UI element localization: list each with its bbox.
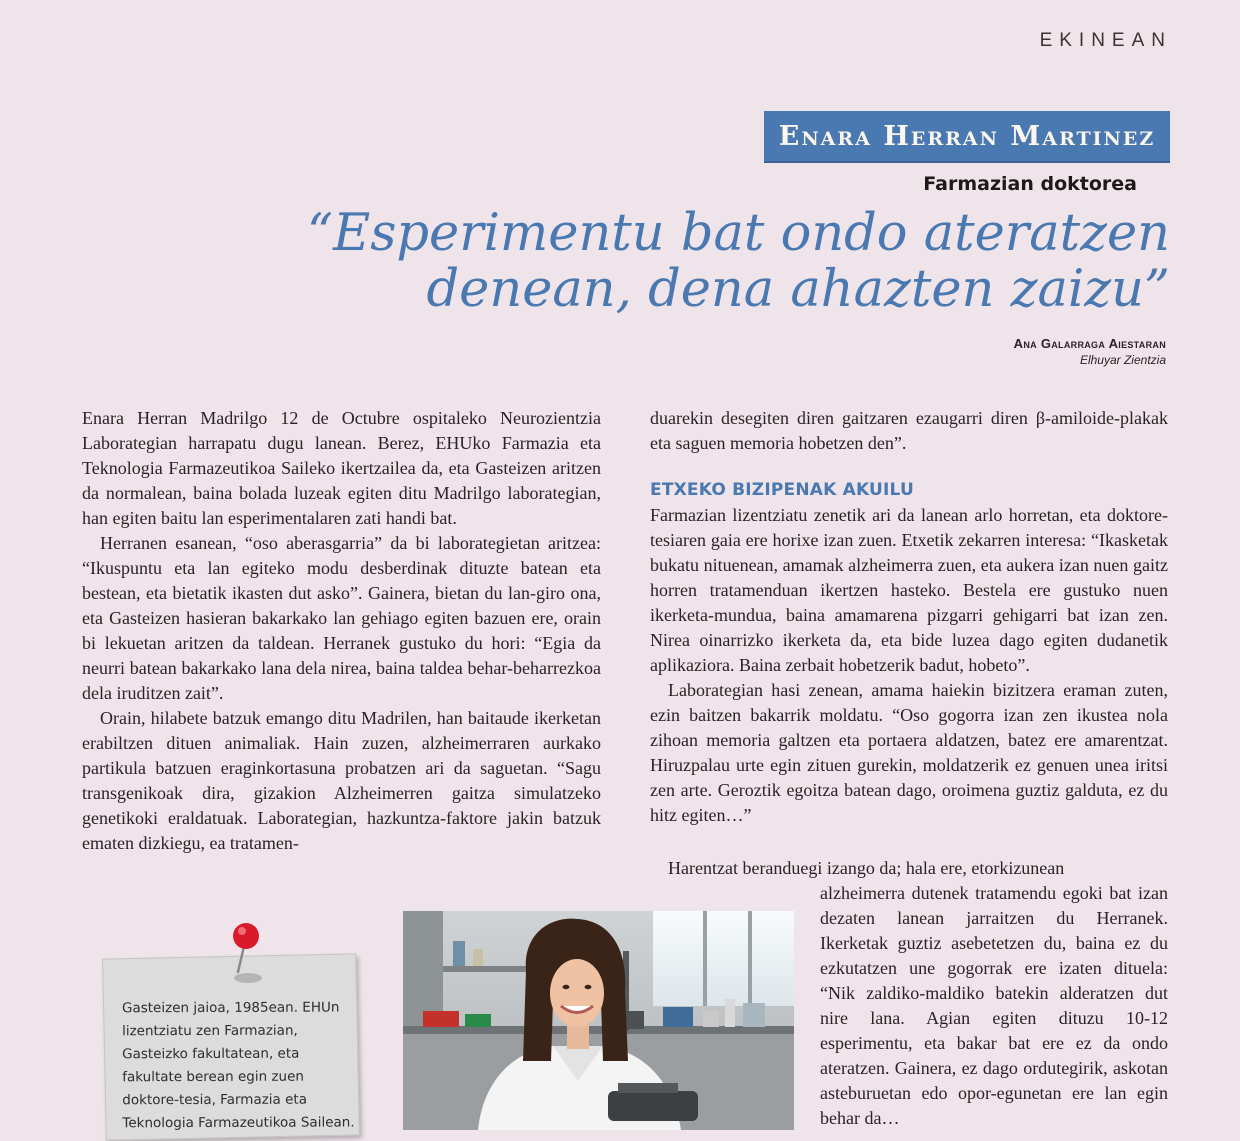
note-line: Teknologia Farmazeutikoa Sailean. xyxy=(122,1114,355,1132)
note-line: lizentziatu zen Farmazian, xyxy=(122,1022,298,1040)
byline xyxy=(1014,335,1166,369)
paragraph: alzheimerra dutenek tratamendu egoki bat izan dezaten lanean jarraitzen du Herranek. Ikerketak guztiz asebetetzen du, baina ez du ezkutatzen une gogorrak ere izaten dituela: “Nik zaldiko-maldiko batekin alderatzen dut nire lana. Agian egiten dituzu 10-12 esperimentu, eta bakar bat ere ez da ondo ateratzen. Gainera, ez dago ordutegirik, askotan asteburuetan edo opor-egunetan ere lan egin behar da… xyxy=(820,883,1168,1128)
lab-photo xyxy=(403,911,794,1130)
author-name: Ana Galarraga Aiestaran xyxy=(1013,336,1166,351)
paragraph: Laborategian hasi zenean, amama haiekin bizitzera eraman zuten, ezin baitzen bakarrik moldatu. “Oso gogorra izan zen ikustea nola zihoan memoria galtzen eta portaera aldatzen, batez ere amarentzat. Hiruzpalau urte egin zituen gurekin, moldatzerik ez genuen unea iritsi zen arte. Geroztik egoitza batean dago, oroimena guztiz galduta, ez du hitz egiten…” xyxy=(650,680,1168,825)
name-banner xyxy=(764,111,1170,161)
paragraph: Enara Herran Madrilgo 12 de Octubre ospitaleko Neurozientzia Laborategian harrapatu dugu lanean. Berez, EHUko Farmazia eta Teknologia Farmazeutikoa Saileko ikertzailea da, eta Gasteizen aritzen da normalean, baina bolada luzeak egiten ditu Madrilgo laborategian, han egiten baitu lan esperimentalaren zati handi bat. xyxy=(82,408,601,528)
push-pin-icon xyxy=(226,920,276,990)
paragraph-first-line: Harentzat beranduegi izango da; hala ere, etorkizunean xyxy=(668,858,1065,878)
headline-line-1: “Esperimentu bat ondo ateratzen xyxy=(306,204,1170,263)
headline xyxy=(270,206,1170,318)
note-line: fakultate berean egin zuen xyxy=(122,1068,304,1086)
section-subheading: ETXEKO BIZIPENAK AKUILU xyxy=(650,480,914,500)
bio-note-text xyxy=(122,996,358,1135)
profile-role: Farmazian doktorea xyxy=(923,173,1137,195)
paragraph: Farmazian lizentziatu zenetik ari da lanean arlo horretan, eta doktore-tesiaren gaia ere horixe izan zuen. Etxetik zekarren interesa: “Ikasketak bukatu nituenean, amamak alzheimerra zuen, eta aukera izan nuen gaitz horren tratamenduan ikertzen hasteko. Bestela ere gustuko nuen ikerketa-mundua, baina amamarena pizgarri gehigarri bat izan zen. Nirea oinarrizko ikerketa da, eta bide luzea dago egiten dudanetik aplikaziora. Baina zerbait hobetzerik badut, hobeto”. xyxy=(650,505,1168,675)
note-line: doktore-tesia, Farmazia eta xyxy=(122,1091,308,1109)
note-line: Gasteizen jaioa, 1985ean. EHUn xyxy=(121,999,340,1017)
article-column-2 xyxy=(650,406,1168,828)
paragraph: Orain, hilabete batzuk emango ditu Madrilen, han baitaude ikerketan erabiltzen dituen animaliak. Hain zuzen, alzheimerraren aurkako partikula batzuen eraginkortasuna probatzen ari da saguetan. “Sagu transgenikoak dira, gizakion Alzheimerren gaitza simulatzeko genetikoki eraldatuak. Laborategian, hazkuntza-faktore jakin batzuk ematen dizkiegu, ea tratamen- xyxy=(82,708,601,853)
paragraph: Herranen esanean, “oso aberasgarria” da bi laborategietan aritzea: “Ikuspuntu eta lan egiteko modu desberdinak dituzte batean eta bestean, eta bietatik ikasten dut asko”. Gainera, bietan du lan-giro ona, eta Gasteizen hasieran bakarkako lan gehiago egiten bazuen ere, orain bi lekuetan aritzen da taldean. Herranek gustuko du hori: “Egia da neurri batean bakarkako lana dela nirea, baina taldea behar-beharrezkoa dela iruditzen zait”. xyxy=(82,533,601,703)
article-column-3 xyxy=(820,881,1168,1131)
portrait-photo xyxy=(403,911,794,1130)
author-organization: Elhuyar Zientzia xyxy=(1079,353,1166,367)
note-line: Gasteizko fakultatean, eta xyxy=(122,1045,300,1063)
headline-line-2: denean, dena ahazten zaizu” xyxy=(426,260,1170,319)
paragraph: duarekin desegiten diren gaitzaren ezaugarri diren β-amiloide-plakak eta saguen memoria hobetzen den”. xyxy=(650,408,1168,453)
article-column-1 xyxy=(82,406,601,856)
profile-name: Enara Herran Martinez xyxy=(778,120,1156,152)
section-label: EKINEAN xyxy=(1039,30,1172,51)
